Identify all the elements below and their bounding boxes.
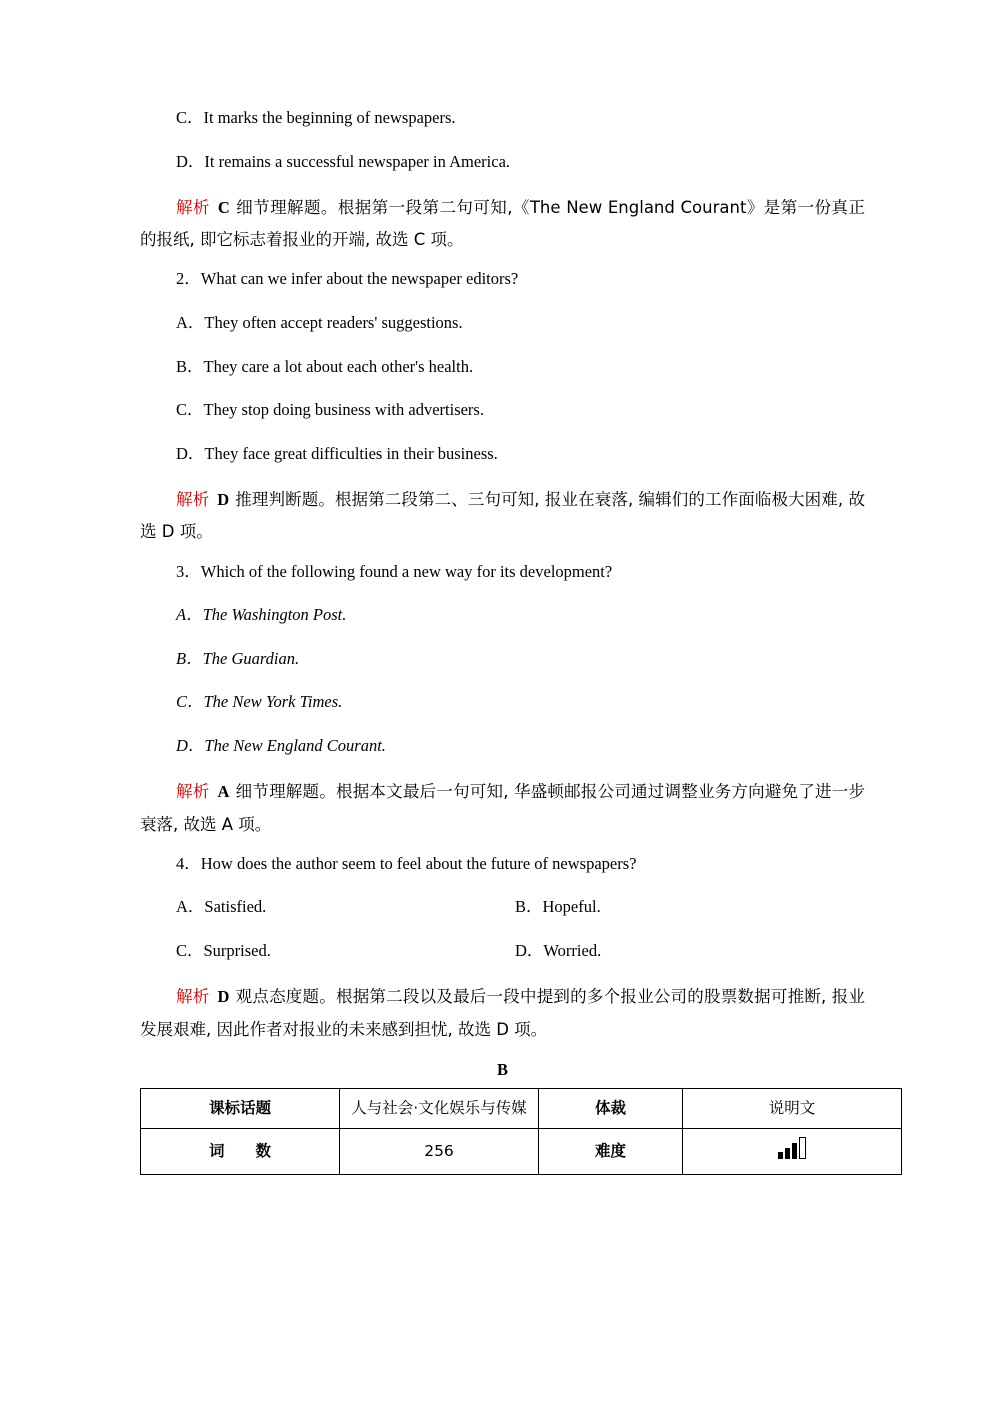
analysis-label: 解析	[176, 490, 210, 510]
wordcount-value: 256	[340, 1129, 539, 1175]
difficulty-label: 难度	[539, 1129, 683, 1175]
topic-label: 课标话题	[141, 1088, 340, 1128]
option-item: C．It marks the beginning of newspapers.	[176, 108, 456, 127]
option-item: B．The Guardian.	[176, 648, 300, 668]
option-item: A．They often accept readers' suggestions.	[176, 313, 463, 333]
analysis-label: 解析	[176, 987, 210, 1007]
option-item: D．They face great difficulties in their business.	[176, 443, 498, 463]
analysis-text: 细节理解题。根据第一段第二句可知,《The New England Courant》是第一份真正的报纸, 即它标志着报业的开端, 故选 C 项。	[140, 198, 865, 250]
analysis-label: 解析	[176, 198, 210, 218]
difficulty-bars-icon	[778, 1137, 806, 1159]
section-letter: B	[496, 1059, 508, 1079]
table-row	[141, 1129, 902, 1175]
table-row	[141, 1088, 902, 1128]
wordcount-label: 词 数	[141, 1129, 340, 1175]
option-item: B．They care a lot about each other's health.	[176, 356, 474, 376]
option-item: A．Satisfied.	[176, 897, 267, 917]
difficulty-value	[683, 1129, 902, 1175]
topic-value: 人与社会·文化娱乐与传媒	[340, 1088, 539, 1128]
analysis-text: 细节理解题。根据本文最后一句可知, 华盛顿邮报公司通过调整业务方向避免了进一步衰落, 故选 A 项。	[140, 782, 866, 834]
passage-info-table	[140, 1088, 902, 1176]
analysis-answer: D	[217, 987, 230, 1007]
option-item: C．The New York Times.	[176, 692, 343, 712]
analysis-block-1	[140, 192, 865, 256]
analysis-answer: C	[217, 198, 230, 218]
genre-label: 体裁	[539, 1088, 683, 1128]
analysis-block-3	[140, 776, 865, 840]
option-item: D．The New England Courant.	[176, 735, 386, 755]
option-item: D．Worried.	[515, 940, 602, 960]
analysis-text: 观点态度题。根据第二段以及最后一段中提到的多个报业公司的股票数据可推断, 报业发展艰难, 因此作者对报业的未来感到担忧, 故选 D 项。	[140, 987, 866, 1039]
option-item: D．It remains a successful newspaper in America.	[176, 151, 511, 171]
analysis-answer: A	[217, 782, 230, 802]
analysis-label: 解析	[176, 782, 210, 802]
option-row	[140, 938, 865, 964]
option-item: A．The Washington Post.	[176, 605, 347, 625]
option-item: B．Hopeful.	[515, 897, 601, 917]
option-item: C．Surprised.	[176, 940, 271, 960]
question-stem-4: 4．How does the author seem to feel about the future of newspapers?	[176, 853, 637, 873]
question-stem-2: 2．What can we infer about the newspaper editors?	[176, 269, 519, 289]
analysis-answer: D	[217, 490, 230, 510]
option-item: C．They stop doing business with advertisers.	[176, 400, 484, 420]
page-content	[140, 105, 865, 1175]
analysis-block-2	[140, 484, 865, 548]
analysis-block-4	[140, 981, 865, 1045]
genre-value: 说明文	[683, 1088, 902, 1128]
analysis-text: 推理判断题。根据第二段第二、三句可知, 报业在衰落, 编辑们的工作面临极大困难, 故选 D 项。	[140, 490, 865, 542]
question-stem-3: 3．Which of the following found a new way for its development?	[176, 561, 613, 581]
option-row	[140, 894, 865, 920]
